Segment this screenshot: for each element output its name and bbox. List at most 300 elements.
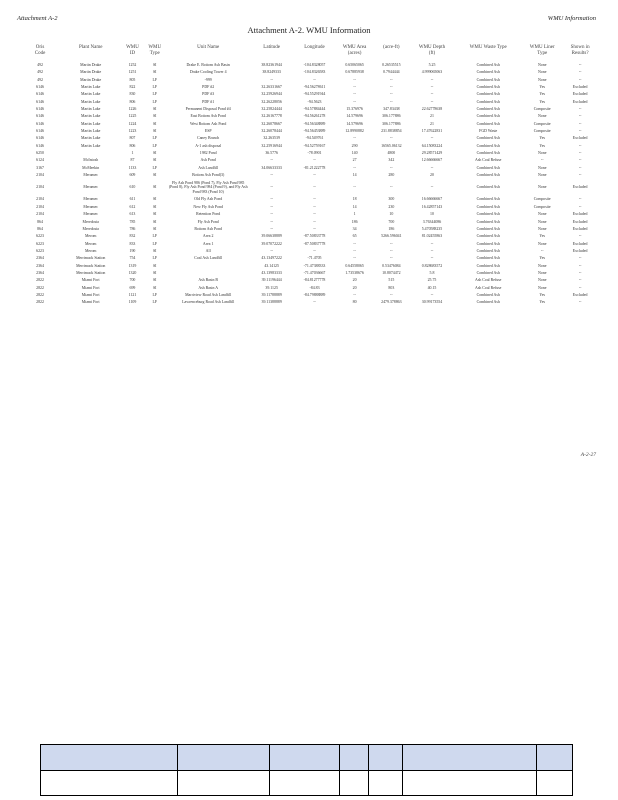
- table-cell: 2822: [36, 278, 44, 283]
- table-cell: 22.62778638: [421, 106, 443, 111]
- table-cell: 43.14125: [264, 263, 279, 268]
- table-cell: 700: [388, 219, 395, 224]
- table-cell: None: [538, 263, 547, 268]
- table-cell: 10.8074472: [382, 271, 401, 276]
- table-cell: Combined Ash: [476, 114, 500, 119]
- table-cell: Martin Lake: [81, 84, 101, 89]
- table-row: [20, 262, 598, 269]
- table-cell: Combined Ash: [476, 241, 500, 246]
- table-cell: 2104: [36, 212, 44, 217]
- table-cell: -71.4705: [307, 256, 322, 261]
- table-cell: Ash Coal Refuse: [475, 278, 502, 283]
- table-row: [20, 106, 598, 113]
- table-row: [20, 84, 598, 91]
- table-cell: --: [430, 256, 434, 261]
- table-cell: LF: [152, 99, 157, 104]
- table-cell: --: [578, 77, 582, 82]
- table-cell: Permanent Disposal Pond #4: [185, 106, 231, 111]
- table-cell: 32.26167778: [261, 114, 282, 119]
- column-header: Latitude: [263, 45, 280, 50]
- table-cell: 36.5776: [265, 151, 278, 156]
- table-cell: SI: [152, 212, 157, 217]
- table-cell: 18: [352, 197, 357, 202]
- blank-cell: [537, 771, 573, 796]
- running-header-right: WMU Information: [547, 15, 596, 22]
- table-cell: -84.79888889: [303, 293, 326, 298]
- table-row: [20, 157, 598, 164]
- table-cell: --: [313, 219, 316, 224]
- table-cell: 1121: [128, 293, 137, 298]
- table-cell: --: [430, 248, 434, 253]
- table-cell: 610: [129, 185, 136, 190]
- table-cell: 14: [352, 173, 357, 178]
- blank-cell: [178, 745, 270, 771]
- table-cell: Combined Ash: [476, 70, 500, 75]
- table-cell: --: [578, 158, 582, 163]
- table-cell: 492: [37, 62, 43, 67]
- table-cell: SI: [152, 278, 157, 283]
- table-cell: 0.65065065: [345, 62, 364, 67]
- table-cell: Excluded: [572, 241, 588, 246]
- table-cell: 1320: [128, 271, 137, 276]
- table-cell: --: [390, 293, 393, 298]
- table-cell: 864: [37, 219, 43, 224]
- table-cell: -71.47388333: [303, 263, 326, 268]
- table-cell: Ash Pond: [200, 158, 216, 163]
- table-cell: --: [353, 293, 356, 298]
- table-cell: Meredosia: [82, 219, 99, 224]
- table-body: [20, 62, 598, 307]
- table-cell: 347.83438: [383, 106, 400, 111]
- table-cell: 280: [388, 173, 395, 178]
- table-cell: --: [578, 300, 582, 305]
- table-cell: 32.263539: [263, 136, 280, 141]
- table-cell: Meramec: [83, 212, 99, 217]
- table-cell: --: [578, 70, 582, 75]
- table-cell: LF: [152, 241, 157, 246]
- table-cell: 32.25916944: [261, 143, 282, 148]
- table-cell: 833: [129, 241, 136, 246]
- table-cell: None: [538, 285, 547, 290]
- table-cell: 6146: [36, 99, 44, 104]
- table-cell: Caney Branch: [197, 136, 220, 141]
- table-cell: 20: [352, 285, 357, 290]
- table-cell: 6223: [36, 248, 44, 253]
- table-cell: LF: [152, 136, 157, 141]
- blank-form-table: [40, 744, 573, 796]
- table-cell: Yes: [539, 143, 546, 148]
- table-cell: 290: [351, 143, 358, 148]
- table-cell: SI: [152, 197, 157, 202]
- blank-cell: [340, 771, 369, 796]
- table-cell: 10: [430, 212, 434, 217]
- table-cell: Yes: [539, 300, 546, 305]
- table-cell: -94.56278611: [303, 84, 326, 89]
- table-cell: --: [430, 241, 434, 246]
- table-cell: --: [578, 165, 582, 170]
- table-cell: 38.8249333: [262, 70, 281, 75]
- blank-cell: [41, 745, 178, 771]
- table-row: [20, 179, 598, 196]
- table-cell: 14: [352, 204, 357, 209]
- table-cell: Martin Drake: [80, 77, 102, 82]
- table-cell: 39.07072222: [261, 241, 282, 246]
- table-cell: 40.15: [427, 285, 437, 290]
- table-cell: Yes: [539, 256, 546, 261]
- table-cell: --: [353, 77, 356, 82]
- table-cell: Area 1: [202, 241, 214, 246]
- table-cell: Martin Lake: [81, 121, 101, 126]
- table-cell: Combined Ash: [476, 185, 500, 190]
- table-cell: -94.5623: [307, 99, 322, 104]
- table-cell: --: [578, 129, 582, 134]
- table-cell: 6223: [36, 241, 44, 246]
- table-cell: West Bottom Ash Pond: [190, 121, 227, 126]
- table-cell: --: [353, 99, 356, 104]
- table-cell: PDF #3: [202, 92, 215, 97]
- blank-cell: [369, 745, 403, 771]
- table-cell: A-1 ash disposal: [195, 143, 222, 148]
- table-cell: 2104: [36, 173, 44, 178]
- table-cell: Ash Coal Refuse: [475, 158, 502, 163]
- table-cell: 6146: [36, 92, 44, 97]
- blank-cell: [403, 745, 537, 771]
- table-cell: 306.177886: [382, 114, 401, 119]
- table-cell: 6146: [36, 114, 44, 119]
- table-cell: 2822: [36, 293, 44, 298]
- table-cell: Composite: [533, 121, 551, 126]
- table-cell: 785: [129, 219, 136, 224]
- table-row: [20, 142, 598, 149]
- table-cell: 34.06633333: [261, 165, 282, 170]
- table-cell: --: [578, 256, 582, 261]
- table-cell: --: [313, 248, 316, 253]
- table-cell: Miami Fort: [81, 293, 100, 298]
- table-cell: --: [578, 271, 582, 276]
- table-cell: SI: [152, 151, 157, 156]
- table-cell: None: [538, 212, 547, 217]
- table-cell: 786: [129, 226, 136, 231]
- table-cell: None: [538, 278, 547, 283]
- table-cell: 32.26078667: [261, 121, 282, 126]
- table-cell: 1: [131, 151, 134, 156]
- table-cell: 14.579696: [346, 114, 363, 119]
- table-cell: Drake E. Bottom Ash Basin: [186, 62, 230, 67]
- table-cell: None: [538, 151, 547, 156]
- table-cell: 16.66666667: [421, 197, 443, 202]
- table-cell: Martin Lake: [81, 129, 101, 134]
- table-cell: 1: [353, 212, 356, 217]
- table-row: [20, 69, 598, 76]
- table-cell: --: [270, 219, 273, 224]
- table-cell: Martin Drake: [80, 62, 102, 67]
- table-cell: Yes: [539, 136, 546, 141]
- table-cell: Combined Ash: [476, 248, 500, 253]
- table-cell: 822: [129, 84, 136, 89]
- table-cell: Excluded: [572, 185, 588, 190]
- table-cell: 2104: [36, 197, 44, 202]
- table-cell: Martin Lake: [81, 99, 101, 104]
- table-cell: --: [430, 293, 434, 298]
- table-cell: --: [270, 204, 273, 209]
- table-cell: -94.56348889: [303, 121, 326, 126]
- table-cell: Merom: [84, 248, 97, 253]
- table-cell: Combined Ash: [476, 271, 500, 276]
- table-cell: [60, 150, 121, 157]
- table-cell: LF: [152, 77, 157, 82]
- table-cell: 1982 Pond: [199, 151, 217, 156]
- table-cell: 5.25: [428, 62, 436, 67]
- table-cell: --: [353, 84, 356, 89]
- table-cell: --: [313, 226, 316, 231]
- table-cell: LF: [152, 256, 157, 261]
- table-cell: Combined Ash: [476, 256, 500, 261]
- table-cell: 699: [129, 285, 136, 290]
- table-cell: SI: [152, 158, 157, 163]
- table-row: [20, 120, 598, 127]
- table-cell: --: [430, 99, 434, 104]
- table-cell: Merrimack Station: [76, 271, 106, 276]
- table-cell: 32.26331667: [261, 84, 282, 89]
- table-cell: Merrimack Station: [76, 256, 106, 261]
- table-cell: 190: [129, 248, 136, 253]
- table-cell: Yes: [539, 234, 546, 239]
- table-cell: --: [270, 197, 273, 202]
- table-cell: 39.1125: [265, 285, 278, 290]
- table-cell: 25.75: [427, 278, 437, 283]
- table-cell: 65: [352, 234, 357, 239]
- table-cell: -104.8328057: [303, 62, 326, 67]
- table-cell: None: [538, 173, 547, 178]
- table-cell: --: [578, 204, 582, 209]
- table-cell: 1224: [128, 121, 137, 126]
- table-cell: 4.999065063: [421, 70, 443, 75]
- table-cell: --: [578, 263, 582, 268]
- table-cell: Marriview Road Ash Landfill: [185, 293, 232, 298]
- table-cell: Excluded: [572, 248, 588, 253]
- table-cell: Coal Ash Landfill: [194, 256, 223, 261]
- table-cell: 864: [37, 226, 43, 231]
- table-cell: 754: [129, 256, 136, 261]
- table-cell: Combined Ash: [476, 165, 500, 170]
- table-cell: Combined Ash: [476, 62, 500, 67]
- blank-cell: [403, 771, 537, 796]
- table-cell: 830: [129, 92, 136, 97]
- table-row: [20, 165, 598, 172]
- table-row: [20, 233, 598, 240]
- table-cell: New Fly Ash Pond: [193, 204, 223, 209]
- table-cell: --: [313, 197, 316, 202]
- table-cell: Combined Ash: [476, 263, 500, 268]
- table-row: [20, 299, 598, 306]
- table-cell: 4800: [387, 151, 396, 156]
- table-cell: Combined Ash: [476, 136, 500, 141]
- table-cell: 700: [129, 278, 136, 283]
- table-cell: --: [313, 77, 316, 82]
- table-cell: --: [390, 241, 393, 246]
- table-cell: SI: [152, 114, 157, 119]
- table-cell: Yes: [539, 92, 546, 97]
- table-cell: --: [578, 143, 582, 148]
- table-cell: --: [578, 197, 582, 202]
- table-cell: SI: [152, 219, 157, 224]
- table-cell: --: [578, 151, 582, 156]
- table-row: [20, 255, 598, 262]
- table-cell: --: [578, 285, 582, 290]
- table-cell: --: [270, 77, 273, 82]
- table-cell: Meramec: [83, 173, 99, 178]
- table-cell: 2104: [36, 204, 44, 209]
- table-cell: --: [353, 165, 356, 170]
- table-cell: Merom: [84, 234, 97, 239]
- table-cell: 6250: [36, 151, 44, 156]
- table-cell: Martin Lake: [81, 92, 101, 97]
- table-cell: --: [270, 212, 273, 217]
- table-cell: Retention Pond: [196, 212, 221, 217]
- table-cell: East Bottom Ash Pond: [190, 114, 226, 119]
- table-cell: Merom: [84, 241, 97, 246]
- table-cell: SI: [152, 204, 157, 209]
- table-cell: Drake Cooling Tower 4: [189, 70, 227, 75]
- table-cell: --: [430, 92, 434, 97]
- table-cell: LF: [152, 165, 157, 170]
- blank-body-row: [41, 771, 573, 796]
- table-cell: 2104: [36, 185, 44, 190]
- table-cell: Excluded: [572, 136, 588, 141]
- table-cell: None: [538, 165, 547, 170]
- table-cell: Meramec: [83, 204, 99, 209]
- table-cell: SI: [152, 62, 157, 67]
- table-cell: 39.11788889: [261, 293, 282, 298]
- table-cell: 492: [37, 70, 43, 75]
- table-cell: --: [353, 241, 356, 246]
- table-cell: Combined Ash: [476, 234, 500, 239]
- table-cell: --: [313, 158, 316, 163]
- table-cell: All: [205, 248, 211, 253]
- table-cell: [166, 270, 251, 277]
- table-row: [20, 277, 598, 284]
- table-cell: 805: [129, 77, 136, 82]
- table-row: [20, 218, 598, 225]
- table-cell: 6146: [36, 84, 44, 89]
- table-cell: -94.549761: [305, 136, 324, 141]
- table-cell: --: [540, 158, 544, 163]
- table-cell: 300: [388, 197, 395, 202]
- table-cell: Excluded: [572, 99, 588, 104]
- table-cell: Yes: [539, 293, 546, 298]
- table-cell: 2822: [36, 285, 44, 290]
- table-cell: Combined Ash: [476, 197, 500, 202]
- wmu-table: [20, 45, 598, 307]
- table-cell: 43.13497222: [261, 256, 282, 261]
- table-cell: 3167: [36, 165, 44, 170]
- table-cell: --: [313, 212, 316, 217]
- table-cell: Combined Ash: [476, 77, 500, 82]
- table-cell: 807: [129, 136, 136, 141]
- table-cell: LF: [152, 300, 157, 305]
- table-cell: 613: [129, 212, 136, 217]
- table-cell: 2822: [36, 300, 44, 305]
- table-cell: --: [540, 248, 544, 253]
- table-cell: 231.8838854: [381, 129, 402, 134]
- table-cell: 32.25824444: [261, 106, 282, 111]
- table-row: [20, 211, 598, 218]
- table-cell: 20: [430, 173, 434, 178]
- column-header: Oris Code: [34, 45, 46, 56]
- table-cell: Martin Lake: [81, 106, 101, 111]
- table-header-row: [20, 45, 598, 62]
- table-cell: 306.177886: [382, 121, 401, 126]
- table-cell: Martin Lake: [81, 136, 101, 141]
- table-cell: Miami Fort: [81, 278, 100, 283]
- table-cell: 21: [430, 114, 434, 119]
- table-cell: None: [538, 114, 547, 119]
- table-cell: 140: [351, 151, 358, 156]
- table-cell: 21: [430, 121, 434, 126]
- table-cell: -78.0901: [307, 151, 322, 156]
- table-cell: Martin Lake: [81, 114, 101, 119]
- table-cell: Lawrenceburg Road Ash Landfill: [182, 300, 235, 305]
- table-cell: Area 2: [202, 234, 214, 239]
- table-cell: 14.579696: [346, 121, 363, 126]
- table-cell: 492: [37, 77, 43, 82]
- table-cell: 80: [352, 300, 357, 305]
- table-cell: -94.56261278: [303, 114, 326, 119]
- table-cell: Merrimack Station: [76, 263, 106, 268]
- table-cell: --: [353, 248, 356, 253]
- column-header: (acre-ft): [383, 45, 400, 50]
- table-cell: Excluded: [572, 84, 588, 89]
- column-header: Longitude: [304, 45, 325, 50]
- blank-cell: [41, 771, 178, 796]
- table-row: [20, 248, 598, 255]
- table-row: [20, 91, 598, 98]
- column-header: WMU Type: [148, 45, 162, 56]
- table-cell: 29.28571429: [421, 151, 443, 156]
- running-header-left: Attachment A-2: [17, 15, 58, 22]
- table-cell: Meredosia: [82, 226, 99, 231]
- table-cell: Meramec: [83, 185, 99, 190]
- table-row: [20, 62, 598, 69]
- table-cell: --: [390, 185, 393, 190]
- table-row: [20, 284, 598, 291]
- table-cell: 1252: [128, 62, 137, 67]
- table-cell: --: [578, 234, 582, 239]
- table-cell: 64.15083224: [421, 143, 443, 148]
- table-cell: 38.82361944: [261, 62, 282, 67]
- table-cell: SI: [152, 106, 157, 111]
- table-cell: --: [353, 256, 356, 261]
- table-cell: SI: [152, 185, 157, 190]
- table-cell: 30.99173554: [421, 300, 443, 305]
- table-cell: None: [538, 219, 547, 224]
- table-cell: None: [538, 62, 547, 67]
- table-cell: 6146: [36, 106, 44, 111]
- table-cell: 39.11388889: [261, 300, 282, 305]
- table-row: [20, 128, 598, 135]
- table-cell: --: [390, 165, 393, 170]
- table-cell: SI: [152, 129, 157, 134]
- table-cell: LF: [152, 84, 157, 89]
- table-cell: None: [538, 241, 547, 246]
- table-cell: 6223: [36, 234, 44, 239]
- table-cell: 0.7944444: [383, 70, 400, 75]
- table-cell: --: [390, 248, 393, 253]
- table-cell: 5266.596041: [381, 234, 402, 239]
- table-row: [20, 135, 598, 142]
- table-cell: -94.57884444: [303, 106, 326, 111]
- table-cell: None: [538, 271, 547, 276]
